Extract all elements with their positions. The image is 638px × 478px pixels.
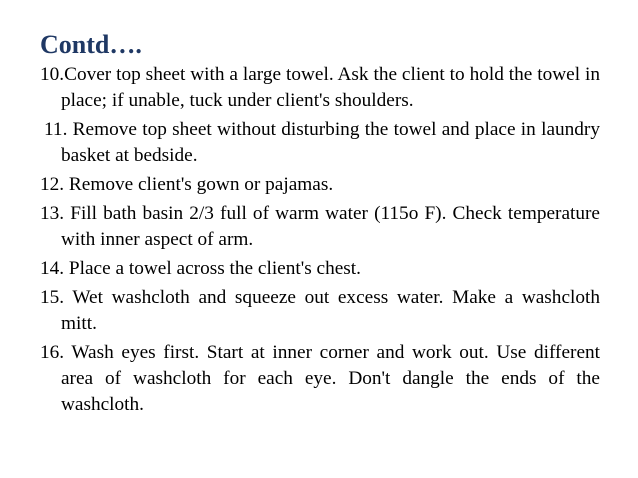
- step-10: 10.Cover top sheet with a large towel. Ask the client to hold the towel in place; if unable, tuck under client's shoulders.: [40, 64, 600, 111]
- step-16: 16. Wash eyes first. Start at inner corner and work out. Use different area of washcloth for each eye. Don't dangle the ends of the washcloth.: [40, 342, 600, 415]
- step-11: 11. Remove top sheet without disturbing the towel and place in laundry basket at bedside.: [44, 119, 600, 166]
- step-12: 12. Remove client's gown or pajamas.: [40, 174, 334, 195]
- slide-title: Contd….: [40, 30, 142, 59]
- step-13: 13. Fill bath basin 2/3 full of warm water (115o F). Check temperature with inner aspect of arm.: [40, 203, 600, 250]
- step-15: 15. Wet washcloth and squeeze out excess water. Make a washcloth mitt.: [40, 287, 600, 334]
- step-14: 14. Place a towel across the client's chest.: [40, 258, 361, 279]
- procedure-steps-list: [40, 62, 600, 421]
